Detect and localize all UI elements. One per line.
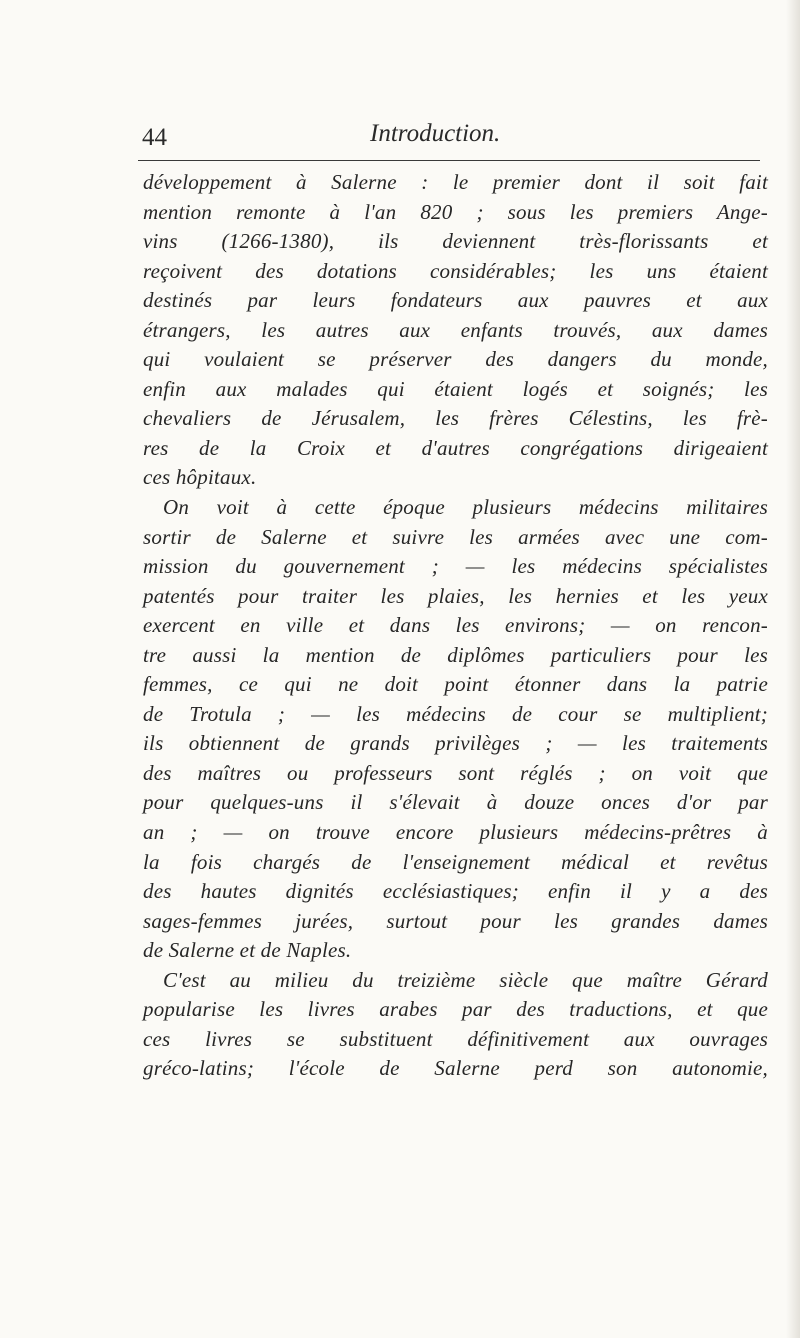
text-line: tre aussi la mention de diplômes particuliers pour les bbox=[143, 642, 768, 667]
text-line: développement à Salerne : le premier dont il soit fait bbox=[143, 170, 768, 194]
text-line: ces livres se substituent définitivement aux ouvrages bbox=[143, 1026, 768, 1051]
text-line: chevaliers de Jérusalem, les frères Célestins, les frè- bbox=[143, 406, 768, 431]
text-line: an ; — on trouve encore plusieurs médecins-prêtres à bbox=[143, 820, 768, 845]
text-line: la fois chargés de l'enseignement médical et revêtus bbox=[143, 849, 768, 874]
text-line: ils obtiennent de grands privilèges ; — les traitements bbox=[143, 731, 768, 756]
text-line: de Trotula ; — les médecins de cour se multiplient; bbox=[143, 701, 768, 726]
text-line: femmes, ce qui ne doit point étonner dans la patrie bbox=[143, 672, 768, 697]
text-line: On voit à cette époque plusieurs médecins militaires bbox=[163, 495, 768, 520]
text-line: C'est au milieu du treizième siècle que maître Gérard bbox=[163, 967, 768, 992]
text-line: enfin aux malades qui étaient logés et soignés; les bbox=[143, 376, 768, 401]
page-edge-shadow bbox=[786, 0, 800, 1338]
body-text bbox=[143, 168, 768, 1084]
text-line: qui voulaient se préserver des dangers du monde, bbox=[143, 347, 768, 372]
text-line: popularise les livres arabes par des traductions, et que bbox=[143, 997, 768, 1022]
text-line: sages-femmes jurées, surtout pour les grandes dames bbox=[143, 908, 768, 933]
text-line: mission du gouvernement ; — les médecins spécialistes bbox=[143, 554, 768, 579]
text-line: exercent en ville et dans les environs; — on rencon- bbox=[143, 613, 768, 638]
text-line: pour quelques-uns il s'élevait à douze onces d'or par bbox=[143, 790, 768, 815]
text-line: vins (1266-1380), ils deviennent très-florissants et bbox=[143, 229, 768, 254]
text-line: ces hôpitaux. bbox=[143, 465, 257, 490]
page-number: 44 bbox=[142, 124, 167, 151]
text-line: sortir de Salerne et suivre les armées avec une com- bbox=[143, 524, 768, 549]
text-line: de Salerne et de Naples. bbox=[143, 938, 352, 963]
header-rule bbox=[138, 160, 760, 161]
text-line: patentés pour traiter les plaies, les hernies et les yeux bbox=[143, 583, 768, 608]
text-line: res de la Croix et d'autres congrégations dirigeaient bbox=[143, 435, 768, 460]
text-line: des hautes dignités ecclésiastiques; enfin il y a des bbox=[143, 879, 768, 904]
text-line: gréco-latins; l'école de Salerne perd son autonomie, bbox=[143, 1056, 768, 1081]
text-line: des maîtres ou professeurs sont réglés ; on voit que bbox=[143, 760, 768, 785]
text-line: mention remonte à l'an 820 ; sous les premiers Ange- bbox=[143, 199, 768, 224]
text-line: destinés par leurs fondateurs aux pauvres et aux bbox=[143, 288, 768, 313]
text-line: reçoivent des dotations considérables; les uns étaient bbox=[143, 258, 768, 283]
text-line: étrangers, les autres aux enfants trouvés, aux dames bbox=[143, 317, 768, 342]
running-title: Introduction. bbox=[370, 120, 501, 147]
page-header bbox=[142, 120, 762, 160]
